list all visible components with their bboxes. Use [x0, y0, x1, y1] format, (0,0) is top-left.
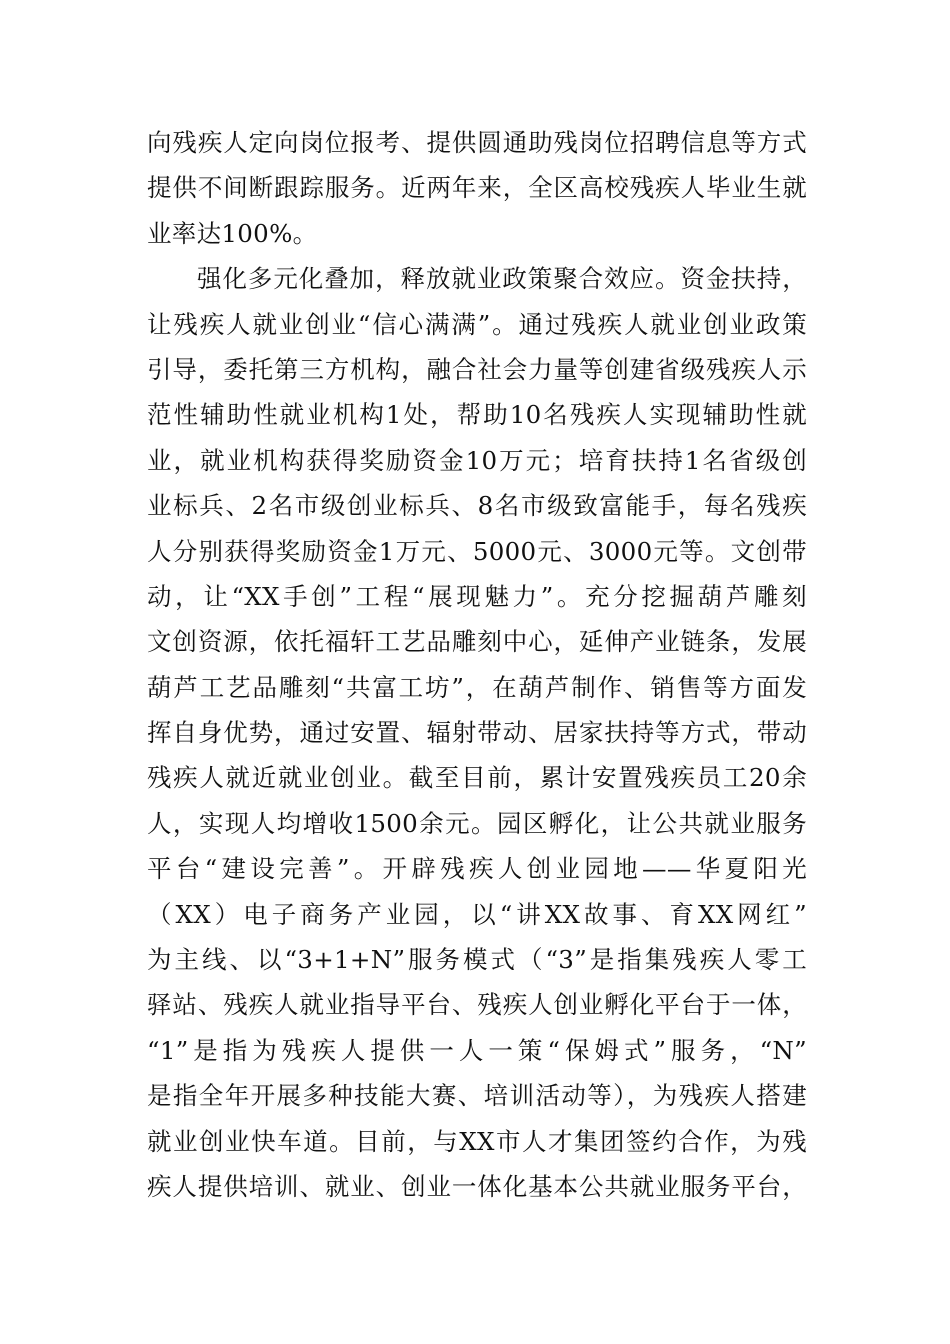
- text-line-15: 残疾人就近就业创业。截至目前，累计安置残疾员工20余: [147, 763, 807, 793]
- text-line-18: （XX）电子商务产业园，以“讲XX故事、育XX网红”: [147, 899, 807, 929]
- text-line-5: 让残疾人就业创业“信心满满”。通过残疾人就业创业政策: [147, 309, 807, 339]
- text-line-22: 是指全年开展多种技能大赛、培训活动等），为残疾人搭建: [147, 1081, 807, 1111]
- text-line-1: 向残疾人定向岗位报考、提供圆通助残岗位招聘信息等方式: [147, 128, 807, 157]
- text-line-23: 就业创业快车道。目前，与XX市人才集团签约合作，为残: [147, 1126, 807, 1156]
- text-line-8: 业，就业机构获得奖励资金10万元；培育扶持1名省级创: [147, 445, 807, 475]
- text-line-13: 葫芦工艺品雕刻“共富工坊”，在葫芦制作、销售等方面发: [147, 672, 807, 702]
- text-line-19: 为主线、以“3+1+N”服务模式（“3”是指集残疾人零工: [147, 945, 807, 975]
- text-line-14: 挥自身优势，通过安置、辐射带动、居家扶持等方式，带动: [147, 718, 807, 748]
- text-line-2: 提供不间断跟踪服务。近两年来，全区高校残疾人毕业生就: [147, 173, 807, 203]
- paragraph-start-line: 强化多元化叠加，释放就业政策聚合效应。资金扶持，: [197, 264, 807, 294]
- text-line-9: 业标兵、2名市级创业标兵、8名市级致富能手，每名残疾: [147, 491, 807, 521]
- text-line-10: 人分别获得奖励资金1万元、5000元、3000元等。文创带: [147, 536, 807, 566]
- text-line-20: 驿站、残疾人就业指导平台、残疾人创业孵化平台于一体，: [147, 990, 807, 1020]
- text-line-3: 业率达100%。: [147, 218, 318, 248]
- body-text: [147, 120, 807, 1209]
- text-line-12: 文创资源，依托福轩工艺品雕刻中心，延伸产业链条，发展: [147, 627, 807, 657]
- text-line-6: 引导，委托第三方机构，融合社会力量等创建省级残疾人示: [147, 354, 807, 384]
- text-line-17: 平台“建设完善”。开辟残疾人创业园地——华夏阳光: [147, 854, 807, 884]
- text-line-16: 人，实现人均增收1500余元。园区孵化，让公共就业服务: [147, 808, 807, 838]
- text-line-7: 范性辅助性就业机构1处，帮助10名残疾人实现辅助性就: [147, 400, 807, 430]
- text-line-24: 疾人提供培训、就业、创业一体化基本公共就业服务平台，: [147, 1171, 807, 1201]
- text-line-11: 动，让“XX手创”工程“展现魅力”。充分挖掘葫芦雕刻: [147, 581, 807, 611]
- text-line-21: “1”是指为残疾人提供一人一策“保姆式”服务，“N”: [147, 1035, 807, 1065]
